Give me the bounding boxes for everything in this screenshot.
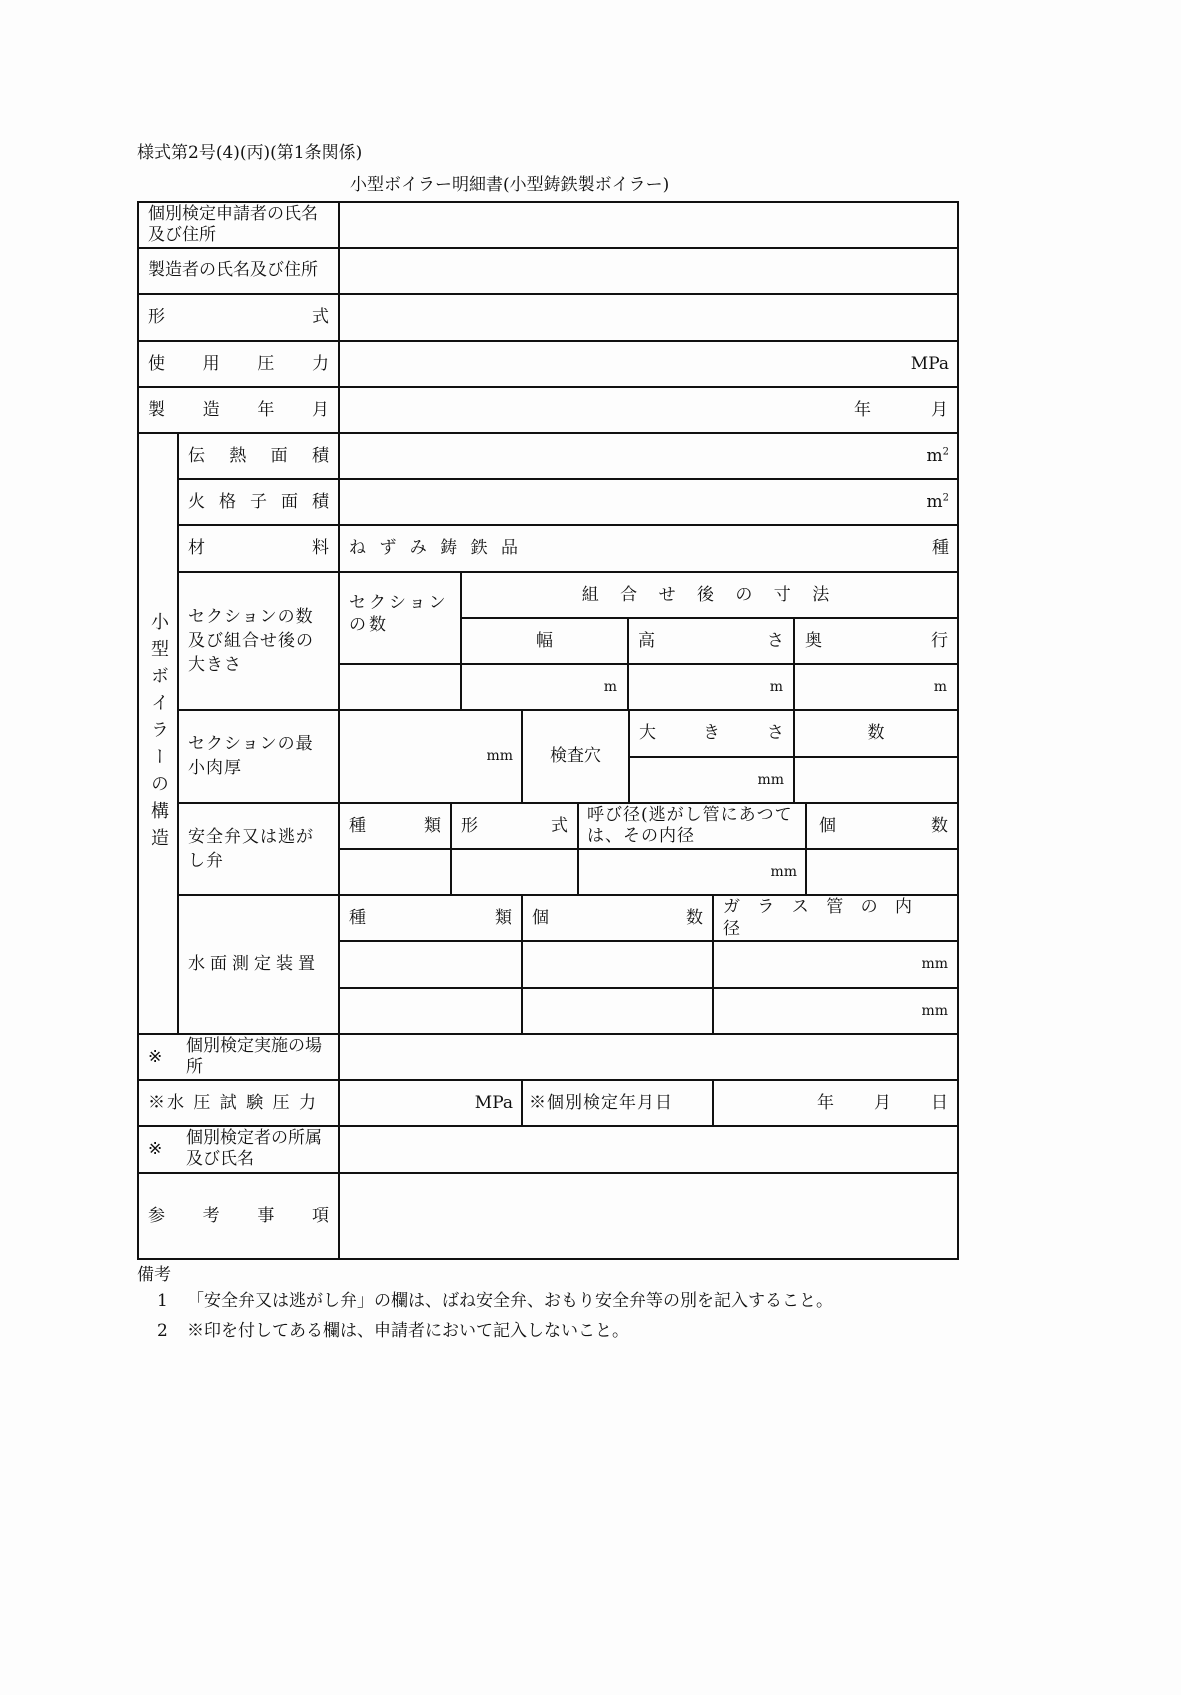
- gauge-count-field-2[interactable]: [523, 988, 712, 1033]
- pressure-label: [139, 341, 338, 386]
- label-char: さ: [767, 723, 784, 743]
- inspection-hole-label: [523, 710, 628, 802]
- inspection-location-label-text: 個別検定実施の場所: [186, 1035, 322, 1077]
- min-thickness-field[interactable]: [340, 710, 521, 802]
- label-char: 形: [148, 307, 165, 327]
- unit-sup: 2: [942, 491, 949, 503]
- grate-area-field[interactable]: [340, 479, 957, 524]
- mfg-date-label: [139, 387, 338, 432]
- manufacturer-label: [139, 248, 338, 293]
- depth-field[interactable]: [795, 664, 957, 709]
- unit-base: m: [926, 491, 943, 512]
- inspection-date-label: [523, 1080, 712, 1125]
- label-char: 熱: [229, 445, 247, 466]
- label-char: 個: [819, 815, 836, 836]
- label-char: 力: [311, 353, 329, 374]
- gauge-type-header: [340, 895, 521, 940]
- note-number: 2: [157, 1321, 168, 1341]
- note-text: 「安全弁又は逃がし弁」の欄は、ばね安全弁、おもり安全弁等の別を記入すること。: [187, 1291, 833, 1311]
- valve-diameter-field[interactable]: [579, 849, 805, 894]
- structure-group-label: [139, 433, 177, 1033]
- inspection-location-field[interactable]: [340, 1034, 957, 1079]
- note-item: [157, 1320, 629, 1342]
- valve-diameter-unit: mm: [770, 863, 797, 880]
- label-char: 式: [551, 815, 568, 836]
- label-char: 奥: [805, 630, 822, 651]
- label-char: 数: [686, 907, 703, 928]
- label-char: 用: [202, 353, 220, 374]
- width-field[interactable]: [462, 664, 627, 709]
- valve-type-header: [340, 803, 450, 848]
- mfg-date-field[interactable]: [340, 387, 957, 432]
- heating-area-unit: [927, 445, 950, 467]
- label-char: 料: [312, 538, 329, 558]
- glass-diameter-unit: mm: [921, 1002, 948, 1019]
- inspector-label-text: 個別検定者の所属及び氏名: [186, 1128, 322, 1169]
- reference-mark: ※: [148, 1139, 163, 1159]
- label-char: 子: [250, 491, 267, 512]
- gauge-type-field-2[interactable]: [340, 988, 521, 1033]
- inspector-field[interactable]: [340, 1126, 957, 1172]
- label-char: き: [703, 723, 720, 743]
- label-char: 使: [148, 353, 165, 374]
- pressure-field[interactable]: [340, 341, 957, 386]
- material-value: ね ず み 鋳 鉄 品: [349, 538, 523, 558]
- label-char: 火: [188, 491, 205, 512]
- depth-unit: m: [933, 678, 947, 695]
- label-char: 年: [257, 399, 275, 420]
- note-number: 1: [157, 1291, 168, 1311]
- valve-model-field[interactable]: [452, 849, 577, 894]
- section-count-field[interactable]: [340, 664, 460, 709]
- grate-area-label: [179, 479, 338, 524]
- label-char: 大: [639, 723, 656, 743]
- water-gauge-label-text: 水面測定装置: [188, 954, 320, 974]
- min-thickness-label-text: セクションの最小肉厚: [188, 734, 314, 778]
- width-unit: m: [603, 678, 617, 695]
- section-count-header: [340, 572, 460, 663]
- hole-count-field[interactable]: [795, 757, 957, 802]
- width-header: [462, 618, 627, 663]
- unit-base: m: [926, 445, 943, 466]
- month-unit: 月: [874, 1092, 891, 1113]
- inspection-date-field[interactable]: [714, 1080, 957, 1125]
- label-char: 類: [424, 815, 441, 836]
- pressure-unit: MPa: [910, 353, 949, 374]
- valve-count-header: [807, 803, 957, 848]
- section-count-header-text: セクションの数: [349, 592, 449, 635]
- note-text: ※印を付してある欄は、申請者において記入しないこと。: [187, 1321, 629, 1341]
- hole-size-field[interactable]: [630, 757, 793, 802]
- test-pressure-label: [139, 1080, 338, 1125]
- valve-type-field[interactable]: [340, 849, 450, 894]
- grate-area-unit: [927, 491, 950, 513]
- applicant-field[interactable]: [340, 202, 957, 247]
- applicant-label: [139, 202, 338, 247]
- inspector-label: [139, 1126, 338, 1172]
- reference-mark: ※: [148, 1046, 163, 1067]
- valve-diameter-header-text: 呼び径(逃がし管にあつては、その内径: [587, 804, 793, 846]
- label-char: 伝: [188, 445, 205, 466]
- min-thickness-unit: mm: [486, 748, 513, 764]
- label-char: 形: [461, 815, 478, 836]
- material-field[interactable]: [340, 525, 957, 571]
- notes-heading: 備考: [137, 1265, 171, 1285]
- height-unit: m: [769, 678, 783, 695]
- label-char: 積: [311, 445, 329, 466]
- water-gauge-label: [179, 895, 338, 1033]
- label-char: 製: [148, 399, 165, 420]
- width-header-text: 幅: [536, 630, 553, 651]
- structure-group-label-text: 小型ボイラーの構造: [148, 611, 169, 855]
- safety-valve-label: [179, 803, 338, 894]
- label-char: 式: [312, 307, 329, 327]
- year-unit: 年: [817, 1092, 834, 1113]
- label-char: 面: [281, 491, 298, 512]
- safety-valve-label-text: 安全弁又は逃がし弁: [188, 826, 314, 871]
- hole-size-header: [630, 710, 793, 756]
- valve-diameter-header: [579, 803, 805, 848]
- sections-label: [179, 572, 338, 709]
- day-unit: 日: [931, 1092, 948, 1113]
- glass-diameter-field-2[interactable]: [714, 988, 957, 1033]
- inspection-date-label-text: ※個別検定年月日: [529, 1092, 673, 1113]
- inspection-location-label: [139, 1034, 338, 1079]
- gauge-count-header: [523, 895, 712, 940]
- page-title: 小型ボイラー明細書(小型鋳鉄製ボイラー): [350, 175, 670, 195]
- valve-count-field[interactable]: [807, 849, 957, 894]
- model-label: [139, 294, 338, 340]
- sections-label-text: セクションの数及び組合せ後の大きさ: [188, 606, 314, 675]
- inspection-hole-text: 検査穴: [550, 746, 601, 766]
- label-char: 行: [931, 630, 948, 651]
- material-label: [179, 525, 338, 571]
- label-char: 月: [311, 399, 329, 420]
- label-char: 高: [638, 630, 655, 651]
- heating-area-field[interactable]: [340, 433, 957, 478]
- glass-diameter-unit: mm: [921, 956, 948, 972]
- height-field[interactable]: [629, 664, 793, 709]
- manufacturer-field[interactable]: [340, 248, 957, 293]
- depth-header: [795, 618, 957, 663]
- test-pressure-unit: MPa: [474, 1092, 513, 1113]
- dims-header: [462, 572, 957, 617]
- label-char: 個: [532, 907, 549, 928]
- label-char: 事: [257, 1205, 275, 1226]
- label-char: 数: [931, 815, 948, 836]
- gauge-count-field-1[interactable]: [523, 941, 712, 987]
- model-field[interactable]: [340, 294, 957, 340]
- test-pressure-field[interactable]: [340, 1080, 521, 1125]
- month-unit: 月: [931, 399, 948, 420]
- label-char: 面: [270, 445, 288, 466]
- applicant-label-text: 個別検定申請者の氏名及び住所: [148, 203, 318, 245]
- glass-diameter-field-1[interactable]: [714, 941, 957, 987]
- height-header: [629, 618, 793, 663]
- hole-size-unit: mm: [757, 771, 784, 788]
- label-char: 参: [148, 1205, 165, 1226]
- label-char: 格: [219, 491, 236, 512]
- label-char: 考: [202, 1205, 220, 1226]
- label-char: 種: [349, 907, 366, 928]
- label-char: 項: [311, 1205, 329, 1226]
- label-char: 積: [312, 491, 329, 512]
- form-number: 様式第2号(4)(丙)(第1条関係): [137, 143, 363, 163]
- year-unit: 年: [854, 399, 871, 420]
- dims-header-text: 組 合 せ 後 の 寸 法: [581, 584, 838, 605]
- test-pressure-label-text: ※水 圧 試 験 圧 力: [148, 1092, 319, 1113]
- hole-count-header-text: 数: [867, 723, 885, 743]
- hole-count-header: [795, 710, 957, 756]
- label-char: 種: [349, 815, 366, 836]
- reference-label: [139, 1173, 338, 1258]
- valve-model-header: [452, 803, 577, 848]
- manufacturer-label-text: 製造者の氏名及び住所: [148, 260, 318, 280]
- label-char: さ: [767, 630, 784, 651]
- note-item: [157, 1290, 833, 1312]
- gauge-type-field-1[interactable]: [340, 941, 521, 987]
- unit-sup: 2: [942, 445, 949, 457]
- glass-diameter-header: [714, 895, 957, 940]
- label-char: 類: [495, 907, 512, 928]
- glass-diameter-header-text: ガ ラ ス 管 の 内 径: [723, 896, 919, 939]
- min-thickness-label: [179, 710, 338, 802]
- reference-field[interactable]: [340, 1173, 957, 1258]
- label-char: 材: [188, 538, 205, 558]
- heating-area-label: [179, 433, 338, 478]
- label-char: 圧: [257, 353, 275, 374]
- label-char: 造: [202, 399, 220, 420]
- material-grade-unit: 種: [932, 538, 949, 558]
